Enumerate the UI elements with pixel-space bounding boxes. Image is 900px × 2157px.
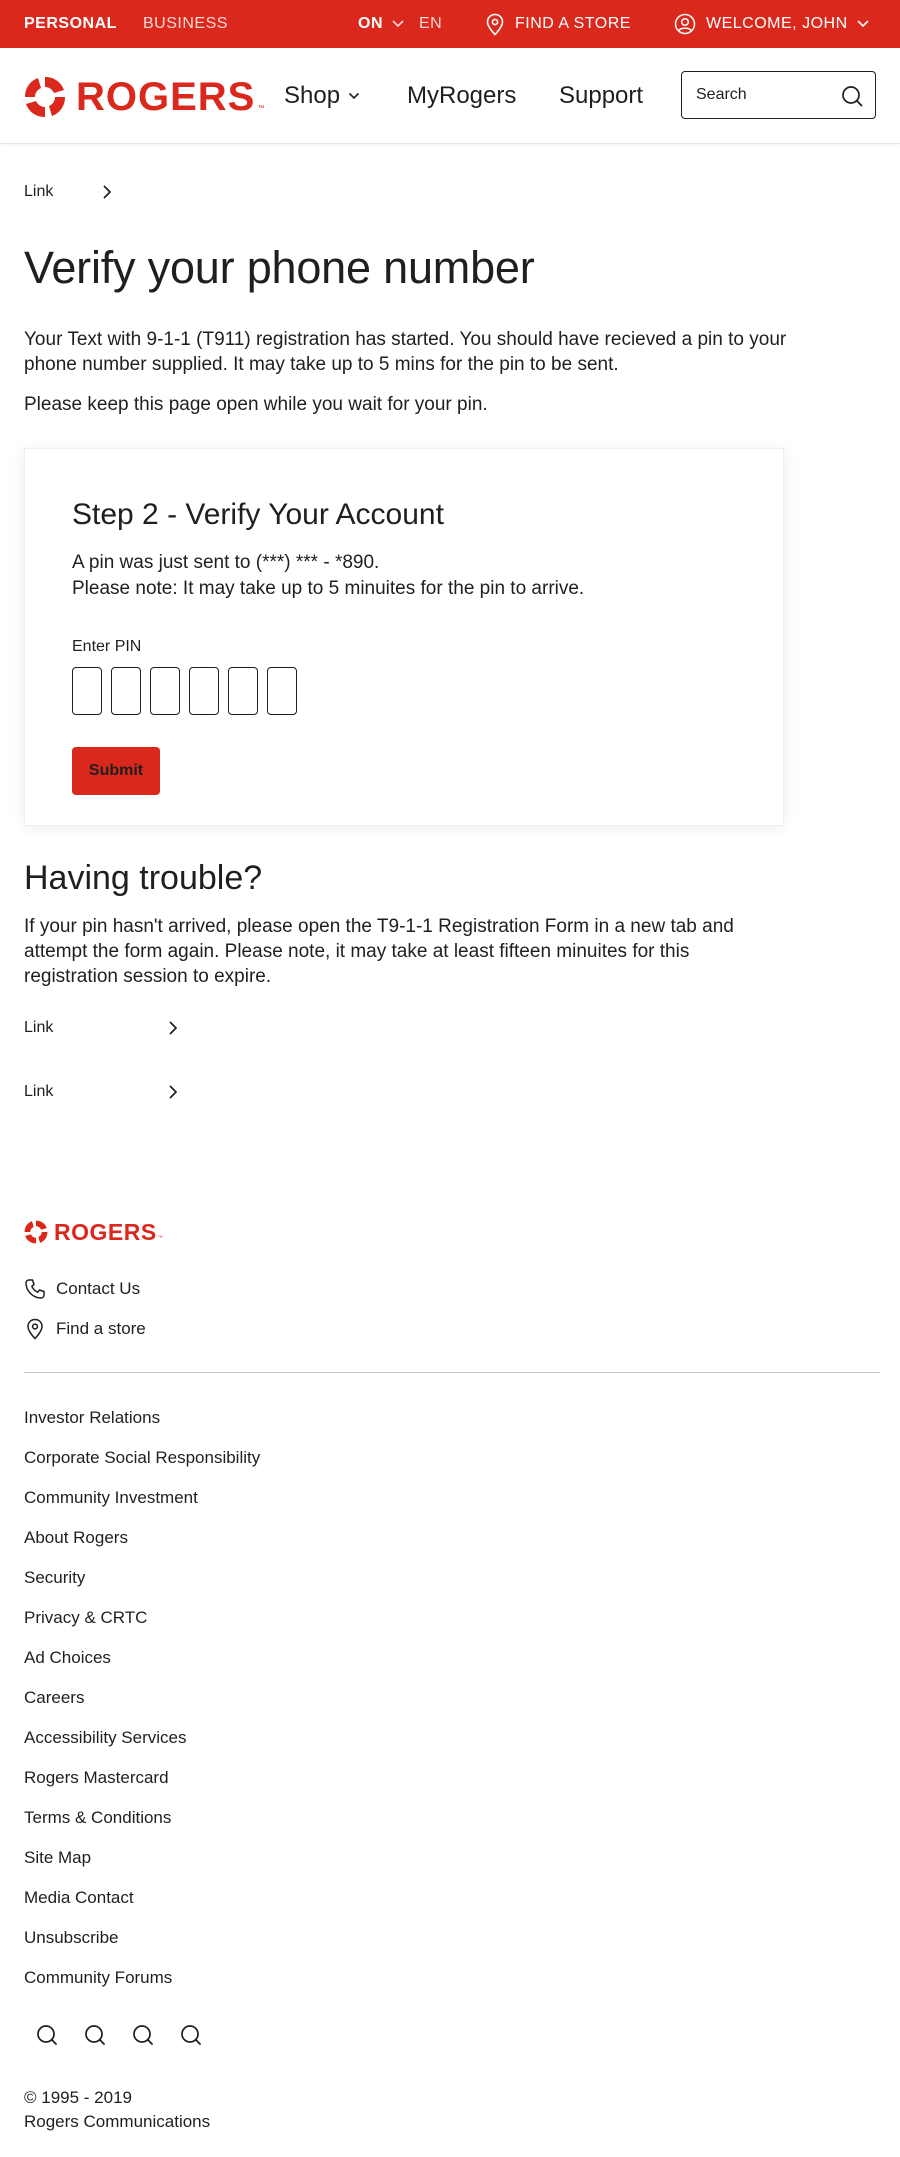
nav-shop-label: Shop [284, 82, 341, 109]
contact-us-label: Contact Us [56, 1279, 141, 1298]
breadcrumb-link[interactable]: Link [24, 183, 54, 200]
wait-instruction: Please keep this page open while you wait for your pin. [24, 394, 488, 415]
copyright-years: © 1995 - 2019 [24, 2088, 132, 2107]
find-a-store-label: Find a store [56, 1319, 146, 1338]
footer-link-terms[interactable]: Terms & Conditions [24, 1808, 172, 1827]
search-input[interactable] [696, 84, 836, 106]
footer-link-careers[interactable]: Careers [24, 1688, 85, 1707]
search-icon[interactable] [84, 2024, 106, 2046]
footer-logo-wordmark: ROGERS [54, 1219, 157, 1245]
footer-link-ad-choices[interactable]: Ad Choices [24, 1648, 111, 1667]
copyright [24, 2086, 210, 2134]
trouble-link-1-label: Link [24, 1019, 54, 1036]
trouble-heading: Having trouble? [24, 859, 263, 897]
location-pin-icon [486, 13, 504, 36]
rogers-logo-icon [24, 1220, 48, 1244]
intro-text: Your Text with 9-1-1 (T911) registration has started. You should have recieved a pin to your phone number supplied. It may take up to 5 mins for the pin to be sent. [24, 329, 787, 375]
chevron-right-icon [168, 1020, 178, 1036]
utility-bar [0, 0, 900, 48]
chevron-down-icon [348, 92, 360, 101]
footer-link-site-map[interactable]: Site Map [24, 1848, 92, 1867]
footer-link-accessibility[interactable]: Accessibility Services [24, 1728, 187, 1747]
personal-tab[interactable]: PERSONAL [24, 15, 117, 32]
logo-trademark: ™ [257, 105, 265, 112]
pin-digit-1[interactable] [72, 667, 102, 715]
pin-digit-5[interactable] [228, 667, 258, 715]
footer-divider [24, 1372, 880, 1373]
footer-link-security[interactable]: Security [24, 1568, 86, 1587]
find-a-store-link[interactable]: FIND A STORE [515, 15, 631, 32]
nav-shop[interactable] [284, 80, 340, 112]
rogers-logo-icon [24, 76, 66, 118]
location-pin-icon [24, 1318, 46, 1340]
main-header [0, 48, 900, 144]
trouble-text: If your pin hasn't arrived, please open the T9-1-1 Registration Form in a new tab and attempt the form again. Please note, it may take at least fifteen minuites for this registration session to expire. [24, 916, 734, 987]
pin-digit-4[interactable] [189, 667, 219, 715]
chevron-right-icon [168, 1084, 178, 1100]
language-selector[interactable]: EN [419, 15, 443, 32]
trouble-link-1[interactable] [24, 1018, 53, 1038]
logo-wordmark: ROGERS [76, 75, 256, 119]
footer-link-privacy-crtc[interactable]: Privacy & CRTC [24, 1608, 148, 1627]
trouble-link-2-label: Link [24, 1083, 54, 1100]
province-selector[interactable]: ON [358, 15, 383, 32]
footer-link-community-investment[interactable]: Community Investment [24, 1488, 198, 1507]
nav-myrogers[interactable]: MyRogers [407, 82, 517, 109]
search-box [681, 71, 876, 119]
page-title: Verify your phone number [24, 242, 535, 293]
footer-link-about-rogers[interactable]: About Rogers [24, 1528, 128, 1547]
footer-link-community-forums[interactable]: Community Forums [24, 1968, 173, 1987]
company-name: Rogers Communications [24, 2112, 211, 2131]
pin-digit-2[interactable] [111, 667, 141, 715]
footer-link-investor-relations[interactable]: Investor Relations [24, 1408, 161, 1427]
pin-label: Enter PIN [72, 638, 142, 655]
card-title: Step 2 - Verify Your Account [72, 498, 444, 531]
pin-digit-3[interactable] [150, 667, 180, 715]
footer-logo[interactable] [24, 1219, 163, 1245]
nav-support[interactable]: Support [559, 82, 644, 109]
footer-link-unsubscribe[interactable]: Unsubscribe [24, 1928, 119, 1947]
pin-digit-6[interactable] [267, 667, 297, 715]
verify-account-card [24, 448, 784, 826]
footer-link-mastercard[interactable]: Rogers Mastercard [24, 1768, 169, 1787]
rogers-logo[interactable] [24, 76, 264, 118]
footer-link-csr[interactable]: Corporate Social Responsibility [24, 1448, 261, 1467]
search-icon[interactable] [841, 85, 863, 107]
phone-icon [24, 1278, 46, 1300]
footer-logo-trademark: ™ [157, 1235, 163, 1241]
pin-delay-note: Please note: It may take up to 5 minuites for the pin to arrive. [72, 578, 585, 599]
search-icon[interactable] [132, 2024, 154, 2046]
breadcrumb[interactable] [24, 182, 53, 202]
chevron-down-icon[interactable] [392, 19, 404, 29]
footer-link-media-contact[interactable]: Media Contact [24, 1888, 134, 1907]
business-tab[interactable]: BUSINESS [143, 15, 228, 32]
chevron-down-icon[interactable] [857, 19, 869, 29]
user-account-icon [674, 13, 696, 35]
trouble-link-2[interactable] [24, 1082, 53, 1102]
pin-sent-text: A pin was just sent to (***) *** - *890. [72, 552, 380, 573]
welcome-user-menu[interactable]: WELCOME, JOHN [706, 15, 848, 32]
search-icon[interactable] [36, 2024, 58, 2046]
chevron-right-icon [102, 184, 112, 200]
submit-button[interactable]: Submit [72, 747, 160, 795]
search-icon[interactable] [180, 2024, 202, 2046]
